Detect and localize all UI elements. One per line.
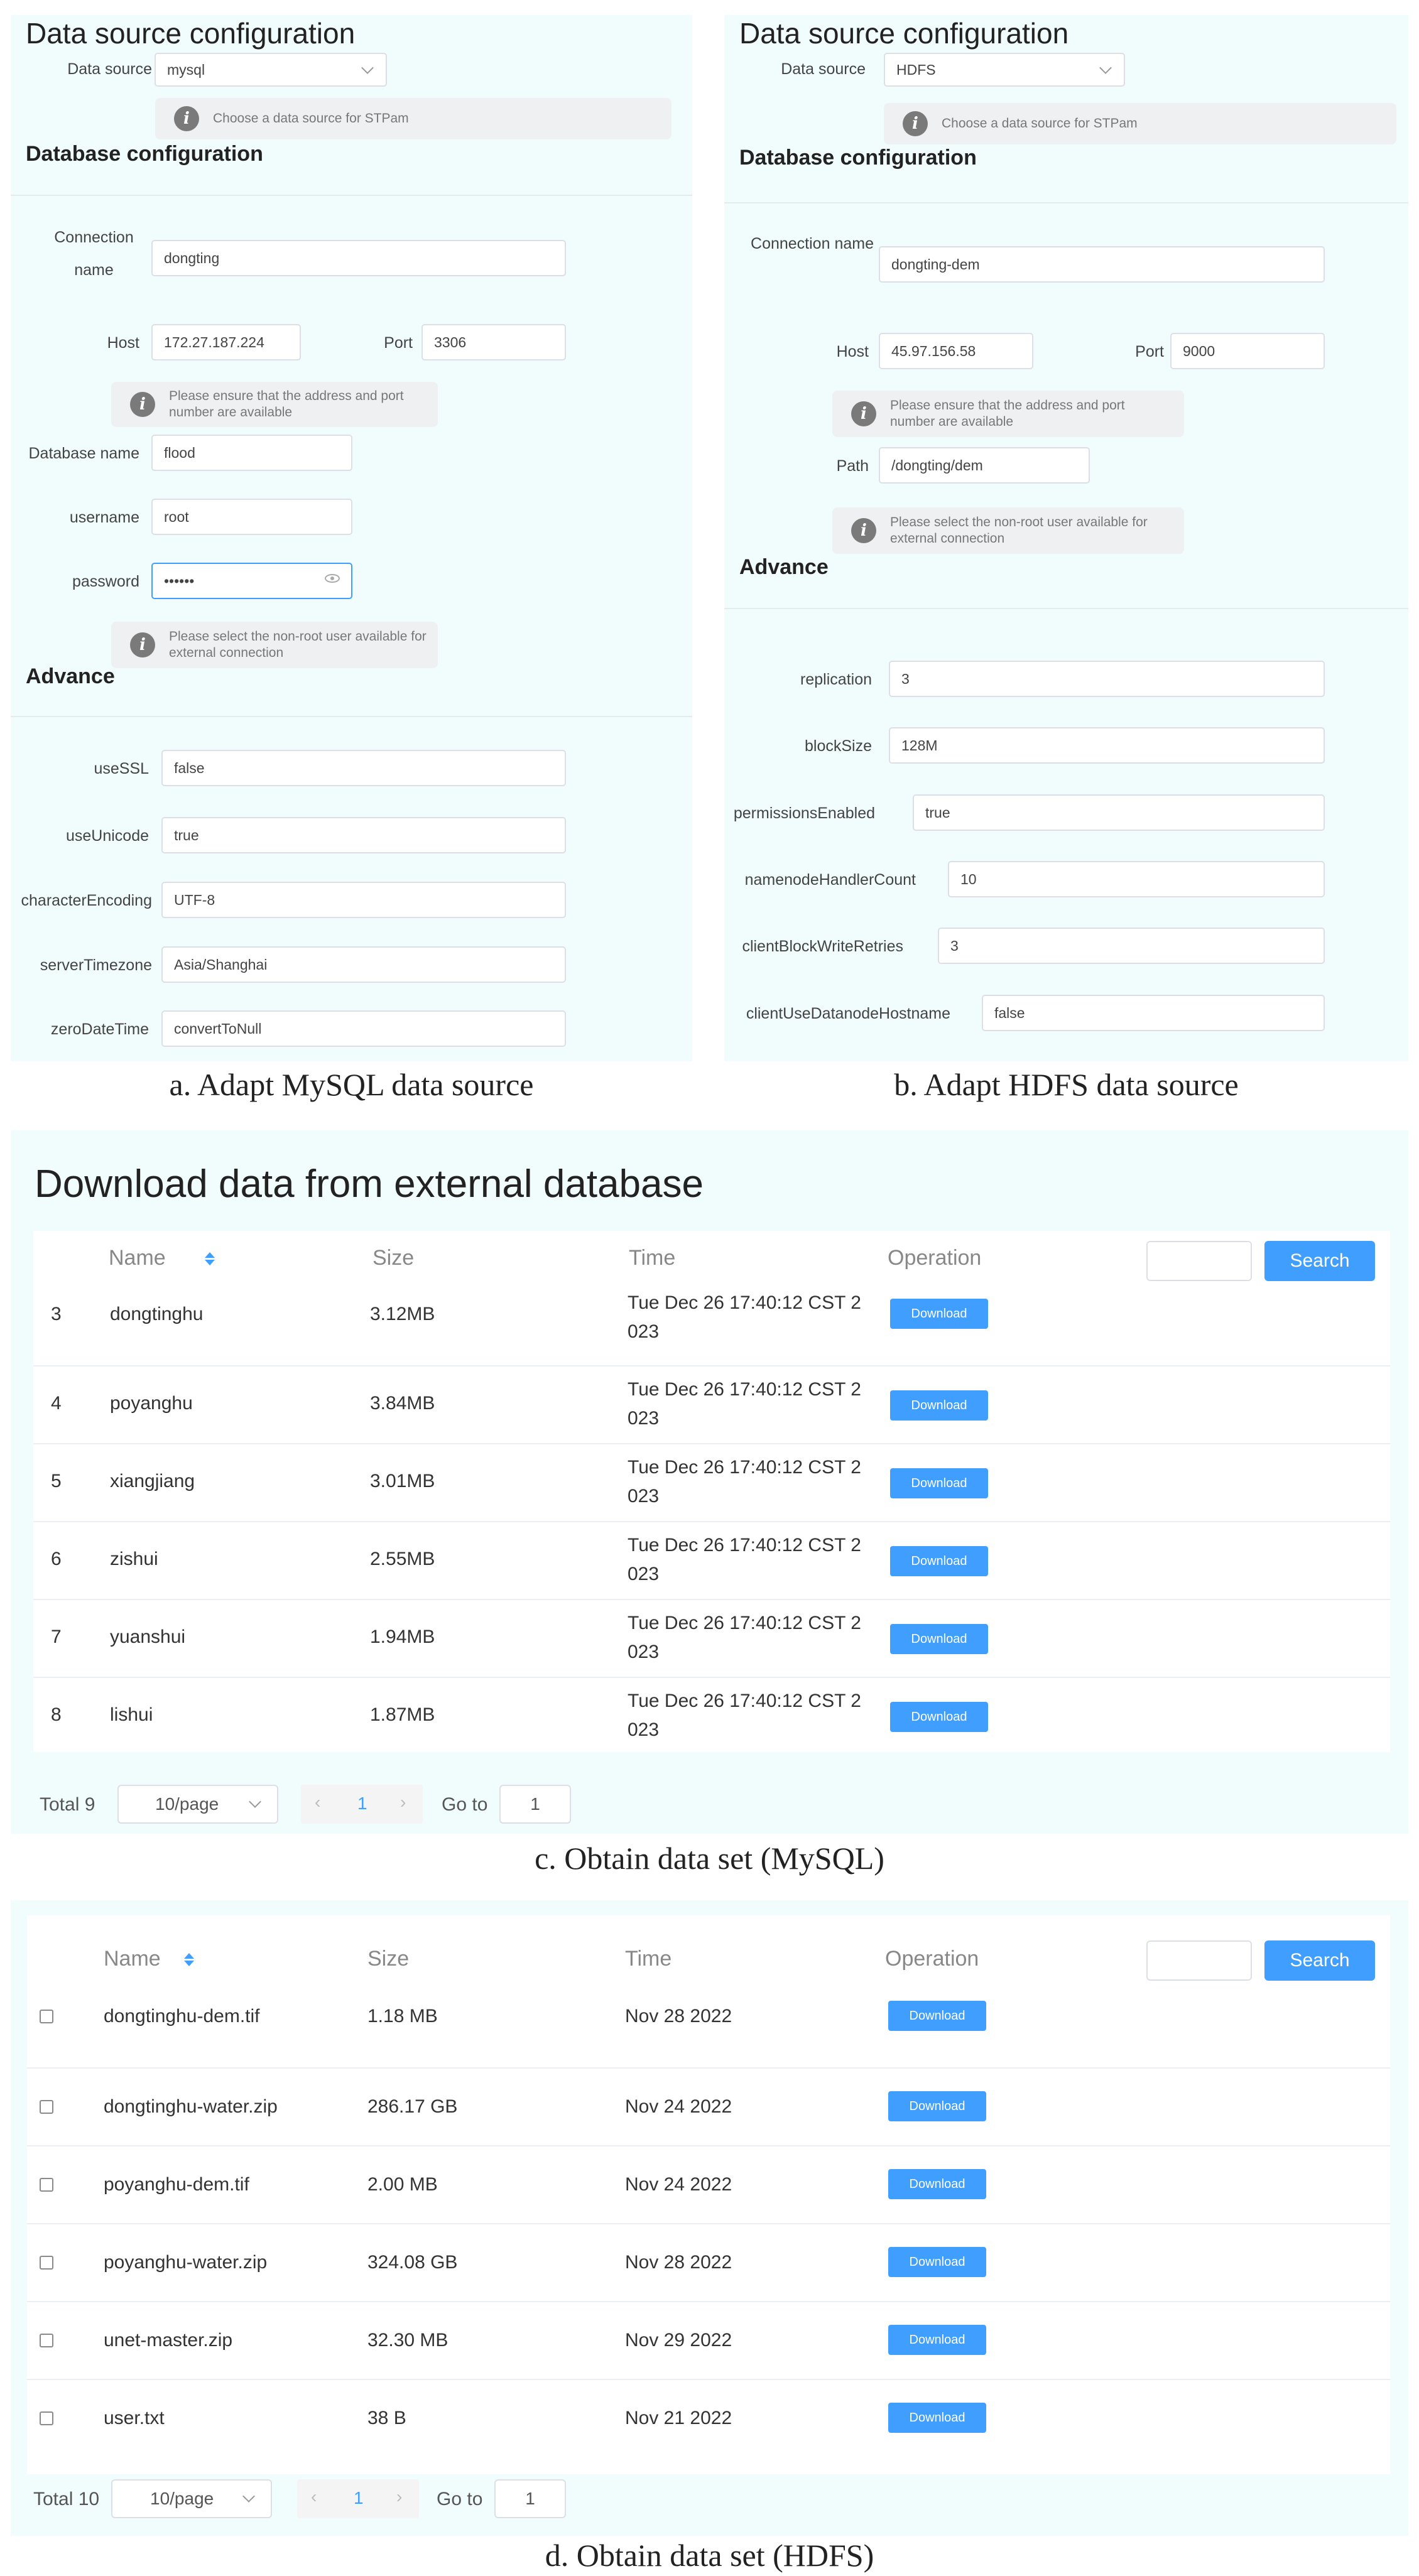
database-config-heading: Database configuration xyxy=(26,142,263,166)
adv-value-usessl: false xyxy=(174,759,205,776)
table-row xyxy=(33,1366,1390,1444)
adv-input-clientblockwriteretries[interactable] xyxy=(938,928,1325,964)
column-header-size: Size xyxy=(367,1947,410,1971)
row-id: 3 xyxy=(51,1304,62,1324)
search-input[interactable] xyxy=(1146,1241,1252,1281)
panel-hdfs-download xyxy=(11,1900,1408,2536)
adv-input-useunicode[interactable] xyxy=(161,817,566,853)
table-row xyxy=(27,2146,1390,2224)
adv-input-usessl[interactable] xyxy=(161,750,566,786)
connection-name-label: Connection name xyxy=(54,229,134,279)
next-page-icon[interactable]: › xyxy=(400,1792,406,1812)
password-value: •••••• xyxy=(164,572,195,589)
info-icon: i xyxy=(903,111,928,136)
row-id: 8 xyxy=(51,1704,62,1725)
row-time: Nov 28 2022 xyxy=(625,2252,732,2273)
page-title: Data source configuration xyxy=(26,17,356,50)
row-name: user.txt xyxy=(104,2408,165,2428)
next-page-icon[interactable]: › xyxy=(396,2487,403,2506)
sort-icon[interactable] xyxy=(184,1961,194,1966)
username-value: root xyxy=(164,508,189,525)
user-tip-text: Please select the non-root user available for external connection xyxy=(890,515,1148,546)
row-checkbox[interactable] xyxy=(40,2411,53,2425)
address-tip-text: Please ensure that the address and port number are available xyxy=(169,389,404,419)
host-label: Host xyxy=(107,334,139,352)
data-source-label: Data source xyxy=(781,60,866,78)
prev-page-icon[interactable]: ‹ xyxy=(315,1792,321,1812)
user-tip xyxy=(111,622,438,668)
download-button[interactable]: Download xyxy=(888,2169,986,2199)
section-divider xyxy=(11,716,692,717)
goto-value: 1 xyxy=(530,1794,540,1814)
username-input[interactable] xyxy=(151,499,352,535)
row-checkbox[interactable] xyxy=(40,2010,53,2023)
info-icon: i xyxy=(174,106,199,131)
table-row xyxy=(33,1600,1390,1678)
row-size: 3.01MB xyxy=(370,1471,435,1491)
adv-value-namenodehandlercount: 10 xyxy=(960,870,977,887)
data-source-tip-text: Choose a data source for STPam xyxy=(942,116,1138,131)
connection-name-input[interactable] xyxy=(879,246,1325,283)
host-input[interactable] xyxy=(879,333,1033,369)
download-button[interactable]: Download xyxy=(888,2247,986,2277)
sort-icon[interactable] xyxy=(205,1260,215,1265)
database-name-value: flood xyxy=(164,444,195,461)
column-header-name[interactable]: Name xyxy=(109,1246,166,1270)
search-button[interactable]: Search xyxy=(1264,1940,1375,1981)
table-row xyxy=(27,2069,1390,2146)
goto-input[interactable] xyxy=(494,2479,566,2518)
data-table xyxy=(33,1231,1390,1752)
row-name: dongtinghu-water.zip xyxy=(104,2096,278,2117)
adv-value-blocksize: 128M xyxy=(901,737,938,754)
port-value: 9000 xyxy=(1183,342,1215,359)
download-button[interactable]: Download xyxy=(888,2403,986,2433)
database-name-label: Database name xyxy=(28,445,139,462)
database-config-heading: Database configuration xyxy=(739,146,977,170)
advance-heading: Advance xyxy=(739,555,829,579)
adv-input-permissionsenabled[interactable] xyxy=(913,794,1325,831)
row-time: Nov 24 2022 xyxy=(625,2174,732,2195)
download-button[interactable]: Download xyxy=(888,2001,986,2031)
adv-value-servertimezone: Asia/Shanghai xyxy=(174,956,268,973)
row-time: Tue Dec 26 17:40:12 CST 2 023 xyxy=(628,1613,861,1662)
pagination-total: Total 9 xyxy=(40,1794,95,1815)
goto-value: 1 xyxy=(525,2489,535,2508)
row-size: 2.55MB xyxy=(370,1549,435,1569)
download-button[interactable]: Download xyxy=(888,2325,986,2355)
eye-icon[interactable] xyxy=(325,574,340,583)
pagination-pager xyxy=(297,2479,419,2518)
table-row xyxy=(33,1522,1390,1600)
row-name: unet-master.zip xyxy=(104,2330,233,2351)
download-button[interactable]: Download xyxy=(890,1702,988,1732)
pagination-pager xyxy=(301,1785,423,1824)
adv-label-zerodatetime: zeroDateTime xyxy=(50,1020,149,1038)
row-size: 286.17 GB xyxy=(367,2096,458,2117)
section-divider xyxy=(11,195,692,196)
adv-label-namenodehandlercount: namenodeHandlerCount xyxy=(744,871,916,889)
chevron-down-icon xyxy=(249,1795,261,1808)
adv-value-clientusedatanodehostname: false xyxy=(994,1004,1025,1021)
row-checkbox[interactable] xyxy=(40,2100,53,2114)
info-icon: i xyxy=(130,392,155,417)
row-size: 1.94MB xyxy=(370,1626,435,1647)
column-header-operation: Operation xyxy=(885,1947,979,1971)
port-input[interactable] xyxy=(1170,333,1325,369)
row-time: Nov 29 2022 xyxy=(625,2330,732,2351)
advance-heading: Advance xyxy=(26,664,115,688)
host-value: 45.97.156.58 xyxy=(891,342,976,359)
table-row xyxy=(27,1991,1390,2069)
download-button[interactable]: Download xyxy=(890,1299,988,1329)
row-size: 38 B xyxy=(367,2408,406,2428)
adv-label-clientblockwriteretries: clientBlockWriteRetries xyxy=(742,938,903,955)
adv-input-namenodehandlercount[interactable] xyxy=(948,861,1325,897)
adv-label-useunicode: useUnicode xyxy=(65,827,149,845)
download-button[interactable]: Download xyxy=(890,1468,988,1498)
row-name: dongtinghu-dem.tif xyxy=(104,2006,260,2027)
panel-hdfs-config xyxy=(724,15,1408,1061)
row-time: Tue Dec 26 17:40:12 CST 2 023 xyxy=(628,1535,861,1584)
adv-label-replication: replication xyxy=(800,671,872,688)
data-source-tip xyxy=(155,98,671,139)
page-title: Data source configuration xyxy=(739,17,1069,50)
row-size: 1.87MB xyxy=(370,1704,435,1725)
port-label: Port xyxy=(1135,343,1164,360)
adv-input-zerodatetime[interactable] xyxy=(161,1010,566,1047)
sort-icon[interactable] xyxy=(205,1252,215,1258)
caption-b: b. Adapt HDFS data source xyxy=(894,1067,1239,1102)
row-checkbox[interactable] xyxy=(40,2178,53,2192)
row-id: 6 xyxy=(51,1549,62,1569)
adv-value-useunicode: true xyxy=(174,826,199,843)
panel-mysql-download xyxy=(11,1130,1408,1834)
database-name-input[interactable] xyxy=(151,435,352,471)
panel-mysql-config xyxy=(11,15,692,1061)
goto-input[interactable] xyxy=(499,1785,571,1824)
host-input[interactable] xyxy=(151,324,301,360)
table-row xyxy=(33,1444,1390,1522)
pagination-total: Total 10 xyxy=(33,2489,100,2509)
connection-name-value: dongting xyxy=(164,249,220,266)
adv-input-clientusedatanodehostname[interactable] xyxy=(982,995,1325,1031)
page-size-value: 10/page xyxy=(150,2489,214,2508)
download-button[interactable]: Download xyxy=(890,1390,988,1421)
data-table xyxy=(27,1915,1390,2474)
user-tip-text: Please select the non-root user available for external connection xyxy=(169,629,427,660)
connection-name-input[interactable] xyxy=(151,240,566,276)
current-page[interactable]: 1 xyxy=(357,1794,367,1813)
host-value: 172.27.187.224 xyxy=(164,333,264,350)
address-tip xyxy=(832,391,1184,437)
password-input[interactable] xyxy=(151,563,352,599)
row-id: 4 xyxy=(51,1393,62,1414)
adv-input-blocksize[interactable] xyxy=(889,727,1325,764)
row-name: lishui xyxy=(110,1704,153,1725)
column-header-time: Time xyxy=(629,1246,676,1270)
row-name: yuanshui xyxy=(110,1626,186,1647)
username-label: username xyxy=(69,509,139,526)
row-name: poyanghu-water.zip xyxy=(104,2252,268,2273)
info-icon: i xyxy=(130,632,155,658)
section-divider xyxy=(724,202,1408,203)
row-checkbox[interactable] xyxy=(40,2256,53,2270)
table-row xyxy=(27,2302,1390,2380)
row-time: Tue Dec 26 17:40:12 CST 2 023 xyxy=(628,1691,861,1740)
adv-value-zerodatetime: convertToNull xyxy=(174,1020,262,1037)
adv-label-blocksize: blockSize xyxy=(805,737,872,755)
download-button[interactable]: Download xyxy=(888,2091,986,2121)
row-time: Tue Dec 26 17:40:12 CST 2 023 xyxy=(628,1292,861,1342)
caption-d: d. Obtain data set (HDFS) xyxy=(545,2538,874,2573)
data-source-select[interactable] xyxy=(884,53,1125,87)
path-label: Path xyxy=(836,457,869,475)
adv-value-clientblockwriteretries: 3 xyxy=(950,937,959,954)
sort-icon[interactable] xyxy=(184,1953,194,1959)
row-time: Nov 28 2022 xyxy=(625,2006,732,2027)
table-row xyxy=(33,1678,1390,1752)
column-header-name[interactable]: Name xyxy=(104,1947,161,1971)
prev-page-icon[interactable]: ‹ xyxy=(311,2487,317,2506)
path-value: /dongting/dem xyxy=(891,457,983,474)
adv-value-replication: 3 xyxy=(901,670,910,687)
chevron-down-icon xyxy=(1099,62,1112,74)
goto-label: Go to xyxy=(437,2489,483,2509)
download-button[interactable]: Download xyxy=(890,1624,988,1654)
section-divider xyxy=(724,608,1408,609)
goto-label: Go to xyxy=(442,1794,488,1815)
row-checkbox[interactable] xyxy=(40,2334,53,2347)
adv-input-servertimezone[interactable] xyxy=(161,946,566,983)
row-size: 3.84MB xyxy=(370,1393,435,1414)
table-row xyxy=(27,2380,1390,2462)
row-name: poyanghu xyxy=(110,1393,193,1414)
password-label: password xyxy=(72,573,139,590)
search-button[interactable]: Search xyxy=(1264,1241,1375,1281)
adv-label-clientusedatanodehostname: clientUseDatanodeHostname xyxy=(746,1005,950,1022)
caption-c: c. Obtain data set (MySQL) xyxy=(535,1841,884,1876)
connection-name-value: dongting-dem xyxy=(891,256,980,273)
adv-label-permissionsenabled: permissionsEnabled xyxy=(733,804,875,822)
row-size: 324.08 GB xyxy=(367,2252,458,2273)
port-label: Port xyxy=(384,334,413,352)
address-tip-text: Please ensure that the address and port number are available xyxy=(890,398,1125,429)
column-header-operation: Operation xyxy=(888,1246,982,1270)
adv-label-characterencoding: characterEncoding xyxy=(21,892,152,909)
page-title: Download data from external database xyxy=(35,1162,704,1206)
path-input[interactable] xyxy=(879,447,1090,484)
row-time: Tue Dec 26 17:40:12 CST 2 023 xyxy=(628,1457,861,1507)
data-source-tip xyxy=(884,103,1396,144)
row-size: 2.00 MB xyxy=(367,2174,438,2195)
chevron-down-icon xyxy=(242,2490,255,2503)
adv-value-characterencoding: UTF-8 xyxy=(174,891,215,908)
page-size-select[interactable] xyxy=(117,1785,278,1824)
adv-value-permissionsenabled: true xyxy=(925,804,950,821)
table-row xyxy=(27,2224,1390,2302)
data-source-value: HDFS xyxy=(896,61,936,78)
info-icon: i xyxy=(851,518,876,543)
adv-input-replication[interactable] xyxy=(889,661,1325,697)
address-tip xyxy=(111,382,438,427)
page-size-value: 10/page xyxy=(155,1794,219,1814)
row-size: 1.18 MB xyxy=(367,2006,438,2027)
row-size: 32.30 MB xyxy=(367,2330,449,2351)
data-source-select[interactable] xyxy=(155,53,387,87)
table-row xyxy=(33,1289,1390,1366)
row-name: poyanghu-dem.tif xyxy=(104,2174,249,2195)
user-tip xyxy=(832,507,1184,554)
connection-name-label: Connection name xyxy=(751,235,874,252)
port-value: 3306 xyxy=(434,333,467,350)
chevron-down-icon xyxy=(361,62,374,74)
current-page[interactable]: 1 xyxy=(354,2488,364,2508)
column-header-size: Size xyxy=(372,1246,415,1270)
adv-label-servertimezone: serverTimezone xyxy=(40,956,152,974)
info-icon: i xyxy=(851,401,876,426)
data-source-tip-text: Choose a data source for STPam xyxy=(213,111,409,126)
data-source-label: Data source xyxy=(67,60,152,78)
adv-input-characterencoding[interactable] xyxy=(161,882,566,918)
port-input[interactable] xyxy=(421,324,566,360)
host-label: Host xyxy=(836,343,869,360)
row-time: Nov 24 2022 xyxy=(625,2096,732,2117)
row-time: Nov 21 2022 xyxy=(625,2408,732,2428)
row-size: 3.12MB xyxy=(370,1304,435,1324)
row-name: dongtinghu xyxy=(110,1304,204,1324)
search-input[interactable] xyxy=(1146,1940,1252,1981)
row-name: xiangjiang xyxy=(110,1471,195,1491)
row-time: Tue Dec 26 17:40:12 CST 2 023 xyxy=(628,1379,861,1429)
download-button[interactable]: Download xyxy=(890,1546,988,1576)
row-name: zishui xyxy=(110,1549,158,1569)
row-id: 5 xyxy=(51,1471,62,1491)
column-header-time: Time xyxy=(625,1947,672,1971)
page-size-select[interactable] xyxy=(111,2479,272,2518)
caption-a: a. Adapt MySQL data source xyxy=(169,1067,534,1102)
row-id: 7 xyxy=(51,1626,62,1647)
adv-label-usessl: useSSL xyxy=(94,760,149,777)
data-source-value: mysql xyxy=(167,61,205,78)
